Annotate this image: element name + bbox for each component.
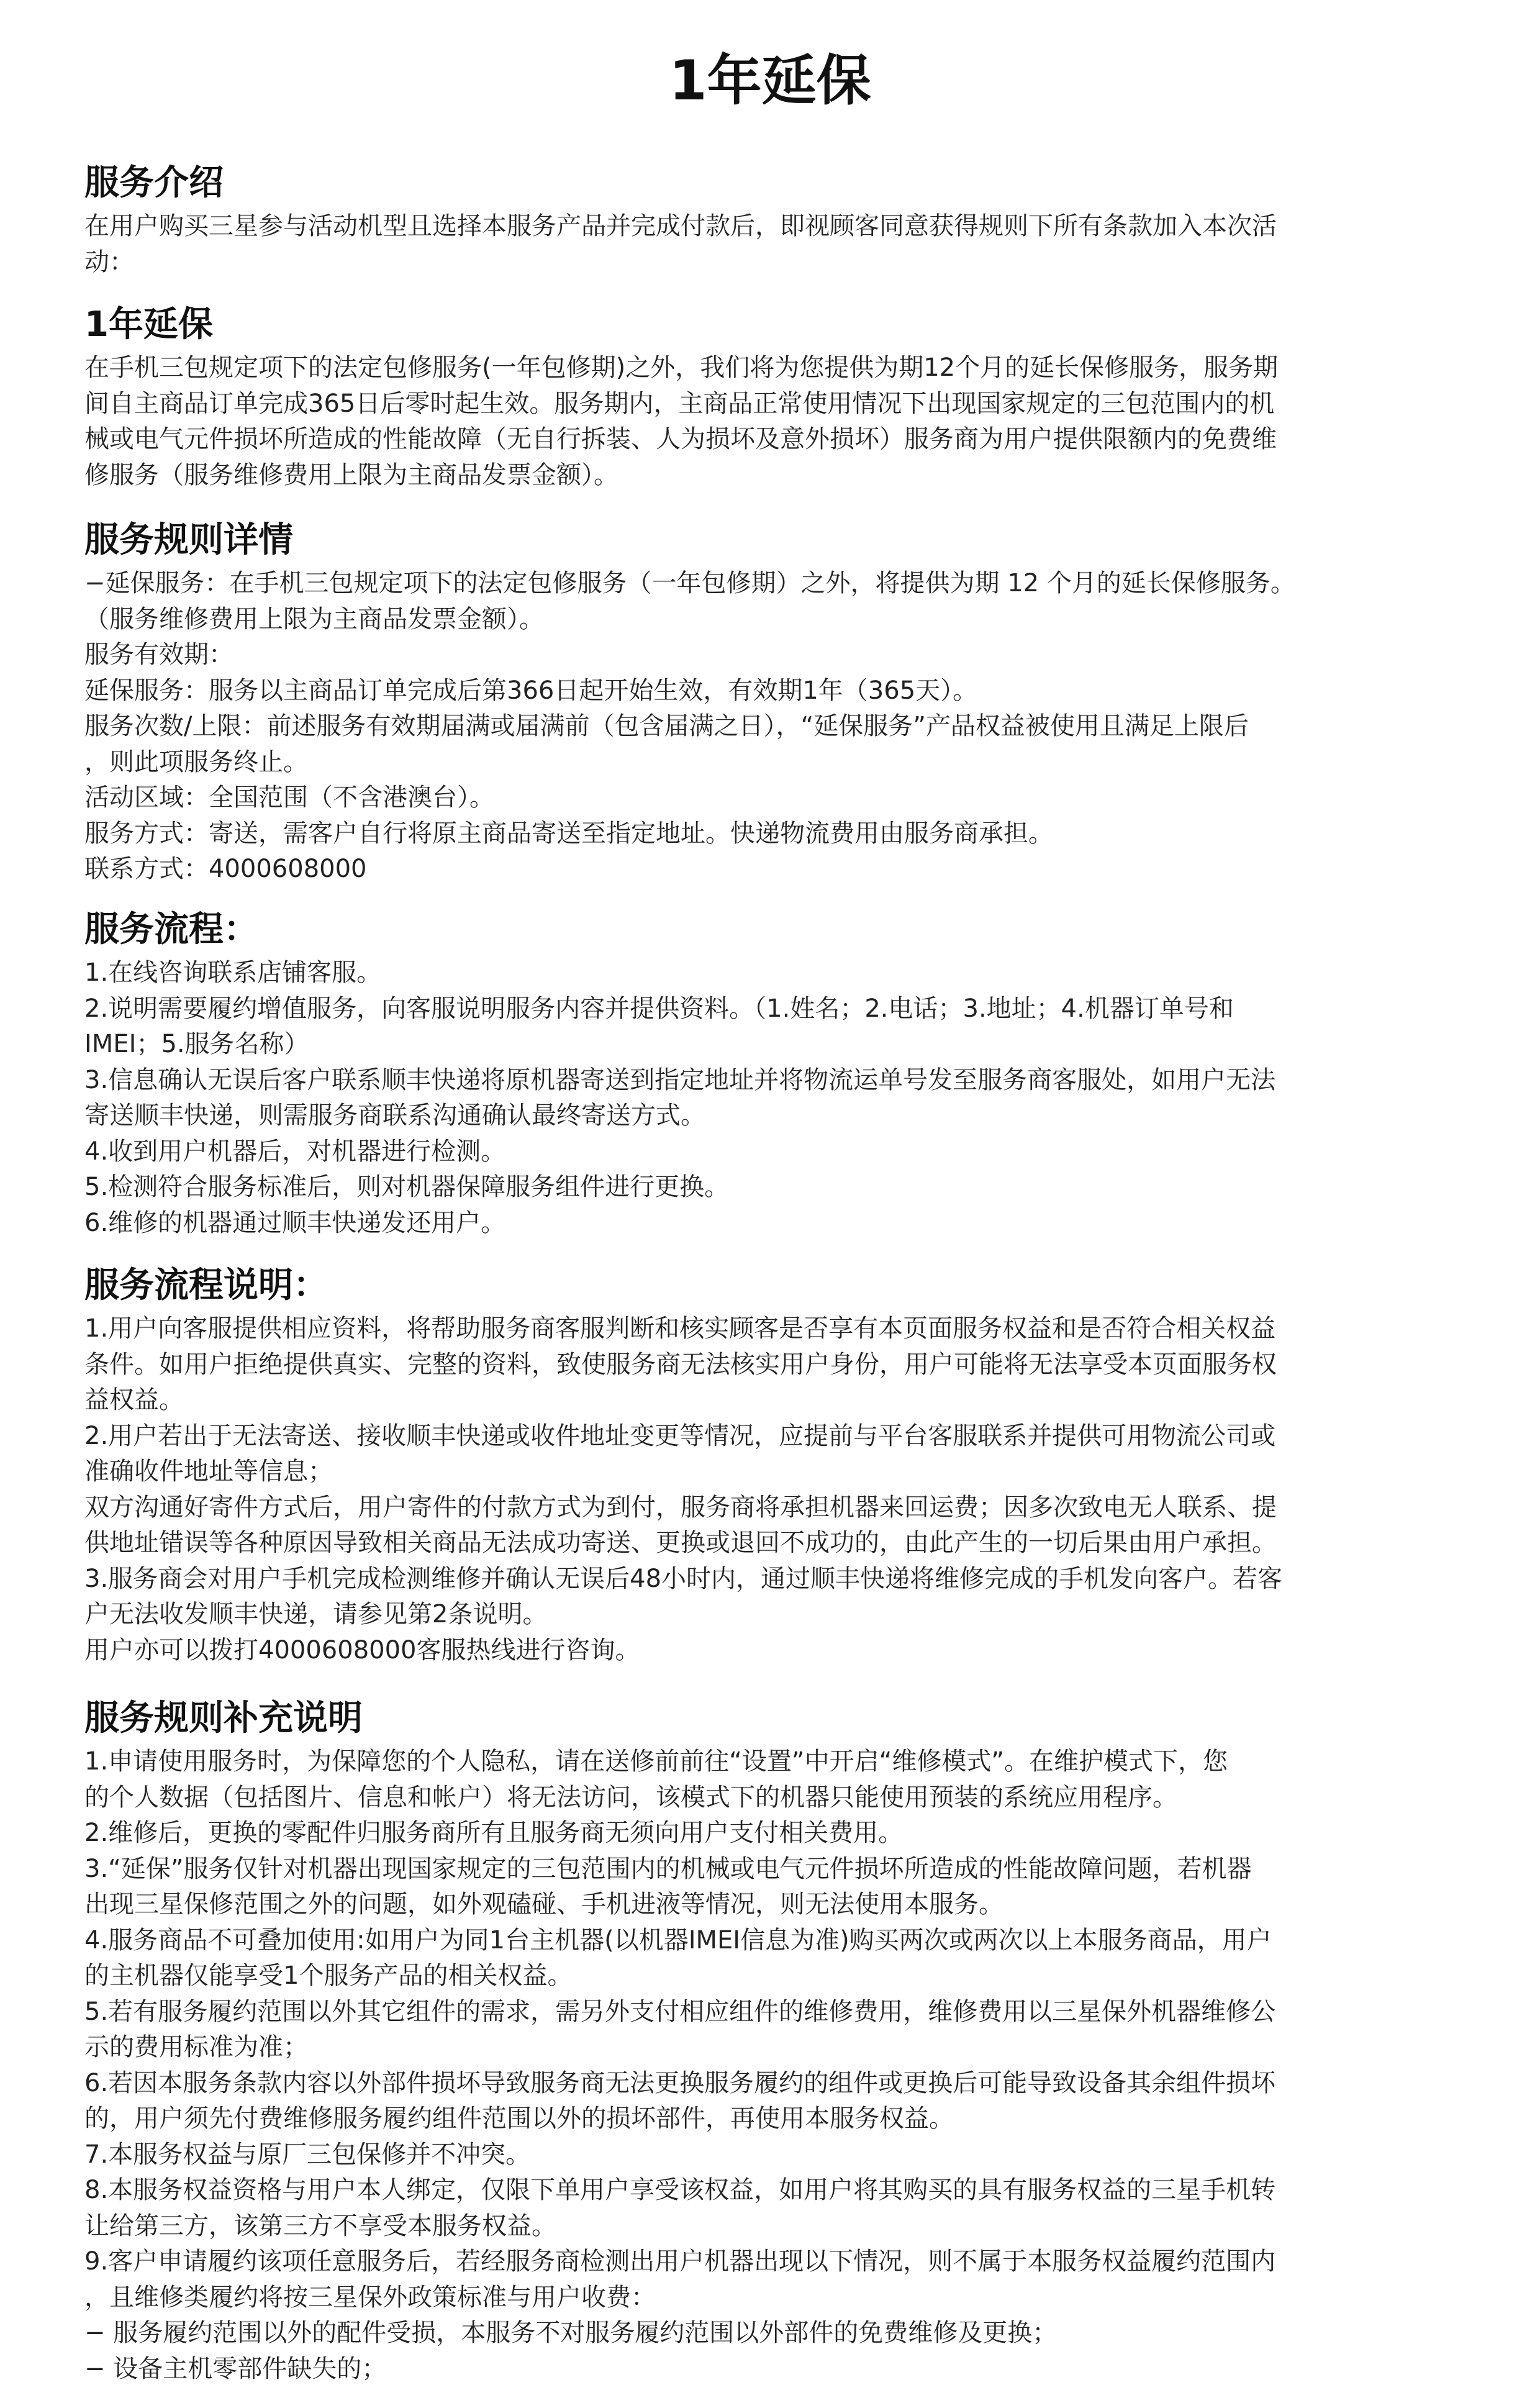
- paragraph-line: 2.说明需要履约增值服务，向客服说明服务内容并提供资料。（1.姓名；2.电话；3.地址；4.机器订单号和: [84, 994, 1234, 1023]
- paragraph-line: 服务方式：寄送，需客户自行将原主商品寄送至指定地址。快递物流费用由服务商承担。: [84, 819, 1053, 848]
- paragraph-line: 益权益。: [84, 1386, 184, 1414]
- paragraph-line: 准确收件地址等信息；: [84, 1457, 333, 1486]
- paragraph-line: 双方沟通好寄件方式后，用户寄件的付款方式为到付，服务商将承担机器来回运费；因多次致电无人联系、提: [84, 1492, 1277, 1522]
- paragraph-line: 3.“延保”服务仅针对机器出现国家规定的三包范围内的机械或电气元件损坏所造成的性能故障问题，若机器: [84, 1854, 1252, 1883]
- paragraph-line: 服务次数/上限：前述服务有效期届满或届满前（包含届满之日），“延保服务”产品权益被使用且满足上限后: [84, 712, 1249, 740]
- section-heading: 服务流程：: [84, 909, 258, 950]
- paragraph-line: 动：: [84, 247, 134, 276]
- paragraph-line: 在用户购买三星参与活动机型且选择本服务产品并完成付款后，即视顾客同意获得规则下所有条款加入本次活: [84, 212, 1277, 240]
- section-heading: 服务规则补充说明: [84, 1698, 363, 1738]
- section-extended-warranty: [84, 302, 1444, 493]
- paragraph-line: 9.客户申请履约该项任意服务后，若经服务商检测出用户机器出现以下情况，则不属于本服务权益履约范围内: [84, 2247, 1276, 2276]
- section-heading: 服务介绍: [84, 163, 224, 203]
- section-process-notes: [84, 1263, 1444, 1668]
- paragraph-line: 7.本服务权益与原厂三包保修并不冲突。: [84, 2140, 531, 2169]
- paragraph-line: −延保服务：在手机三包规定项下的法定包修服务（一年包修期）之外，将提供为期 12 个月的延长保修服务。: [84, 569, 1295, 597]
- paragraph-line: 间自主商品订单完成365日后零时起生效。服务期内，主商品正常使用情况下出现国家规定的三包范围内的机: [84, 389, 1275, 418]
- paragraph-line: 3.服务商会对用户手机完成检测维修并确认无误后48小时内，通过顺丰快递将维修完成的手机发向客户。若客: [84, 1564, 1283, 1593]
- paragraph-line: 供地址错误等各种原因导致相关商品无法成功寄送、更换或退回不成功的，由此产生的一切后果由用户承担。: [84, 1529, 1277, 1557]
- page-title: 1年延保: [669, 48, 871, 112]
- paragraph-line: 的，用户须先付费维修服务履约组件范围以外的损坏部件，再使用本服务权益。: [84, 2104, 954, 2133]
- section-service-process: [84, 907, 1444, 1241]
- paragraph-line: 让给第三方，该第三方不享受本服务权益。: [84, 2211, 556, 2240]
- paragraph-line: IMEI；5.服务名称）: [84, 1030, 309, 1058]
- paragraph-line: 修服务（服务维修费用上限为主商品发票金额）。: [84, 460, 618, 489]
- paragraph-line: 服务有效期：: [84, 640, 233, 669]
- paragraph-line: ，则此项服务终止。: [84, 747, 308, 776]
- contact-phone: 联系方式：4000608000: [84, 855, 367, 883]
- paragraph-line: 4.收到用户机器后，对机器进行检测。: [84, 1137, 506, 1166]
- paragraph-line: 户无法收发顺丰快递，请参见第2条说明。: [84, 1600, 548, 1629]
- paragraph-line: （服务维修费用上限为主商品发票金额）。: [84, 604, 544, 634]
- paragraph-line: 活动区域：全国范围（不含港澳台）。: [84, 783, 494, 812]
- paragraph-line: 延保服务：服务以主商品订单完成后第366日起开始生效，有效期1年（365天）。: [84, 676, 978, 705]
- section-heading: 1年延保: [84, 304, 213, 345]
- paragraph-line: 的主机器仅能享受1个服务产品的相关权益。: [84, 1961, 573, 1990]
- section-service-intro: [84, 160, 1444, 280]
- paragraph-line: 1.在线咨询联系店铺客服。: [84, 958, 382, 987]
- section-supplementary-rules: [84, 1696, 1444, 2385]
- paragraph-line: 寄送顺丰快递，则需服务商联系沟通确认最终寄送方式。: [84, 1101, 705, 1130]
- paragraph-line: 1.申请使用服务时，为保障您的个人隐私，请在送修前前往“设置”中开启“维修模式”。在维护模式下，您: [84, 1747, 1228, 1776]
- paragraph-line: − 服务履约范围以外的配件受损，本服务不对服务履约范围以外部件的免费维修及更换；: [84, 2319, 1058, 2347]
- paragraph-line: 在手机三包规定项下的法定包修服务(一年包修期)之外，我们将为您提供为期12个月的延长保修服务，服务期: [84, 353, 1279, 382]
- paragraph-line: ，且维修类履约将按三星保外政策标准与用户收费：: [84, 2283, 656, 2312]
- paragraph-line: 用户亦可以拨打4000608000客服热线进行咨询。: [84, 1635, 640, 1665]
- paragraph-line: 械或电气元件损坏所造成的性能故障（无自行拆装、人为损坏及意外损坏）服务商为用户提供限额内的免费维: [84, 425, 1277, 453]
- paragraph-line: 示的费用标准为准；: [84, 2033, 308, 2061]
- paragraph-line: 2.维修后，更换的零配件归服务商所有且服务商无须向用户支付相关费用。: [84, 1819, 904, 1847]
- paragraph-line: − 设备主机零部件缺失的；: [84, 2354, 387, 2383]
- section-heading: 服务流程说明：: [84, 1265, 328, 1306]
- paragraph-line: 出现三星保修范围之外的问题，如外观磕碰、手机进液等情况，则无法使用本服务。: [84, 1890, 1003, 1919]
- paragraph-line: 条件。如用户拒绝提供真实、完整的资料，致使服务商无法核实用户身份，用户可能将无法享受本页面服务权: [84, 1350, 1277, 1379]
- section-service-rules: [84, 517, 1444, 888]
- paragraph-line: 的个人数据（包括图片、信息和帐户）将无法访问，该模式下的机器只能使用预装的系统应用程序。: [84, 1783, 1177, 1812]
- paragraph-line: 5.检测符合服务标准后，则对机器保障服务组件进行更换。: [84, 1173, 730, 1201]
- section-heading: 服务规则详情: [84, 520, 293, 560]
- paragraph-line: 6.维修的机器通过顺丰快递发还用户。: [84, 1208, 506, 1237]
- paragraph-line: 1.用户向客服提供相应资料，将帮助服务商客服判断和核实顾客是否享有本页面服务权益和是否符合相关权益: [84, 1314, 1276, 1343]
- paragraph-line: 4.服务商品不可叠加使用:如用户为同1台主机器(以机器IMEI信息为准)购买两次或两次以上本服务商品，用户: [84, 1925, 1272, 1955]
- paragraph-line: 2.用户若出于无法寄送、接收顺丰快递或收件地址变更等情况，应提前与平台客服联系并提供可用物流公司或: [84, 1421, 1276, 1450]
- paragraph-line: 3.信息确认无误后客户联系顺丰快递将原机器寄送到指定地址并将物流运单号发至服务商客服处，如用户无法: [84, 1065, 1276, 1094]
- paragraph-line: 5.若有服务履约范围以外其它组件的需求，需另外支付相应组件的维修费用，维修费用以三星保外机器维修公: [84, 1997, 1276, 2026]
- paragraph-line: 8.本服务权益资格与用户本人绑定，仅限下单用户享受该权益，如用户将其购买的具有服务权益的三星手机转: [84, 2176, 1276, 2204]
- paragraph-line: 6.若因本服务条款内容以外部件损坏导致服务商无法更换服务履约的组件或更换后可能导致设备其余组件损坏: [84, 2068, 1276, 2097]
